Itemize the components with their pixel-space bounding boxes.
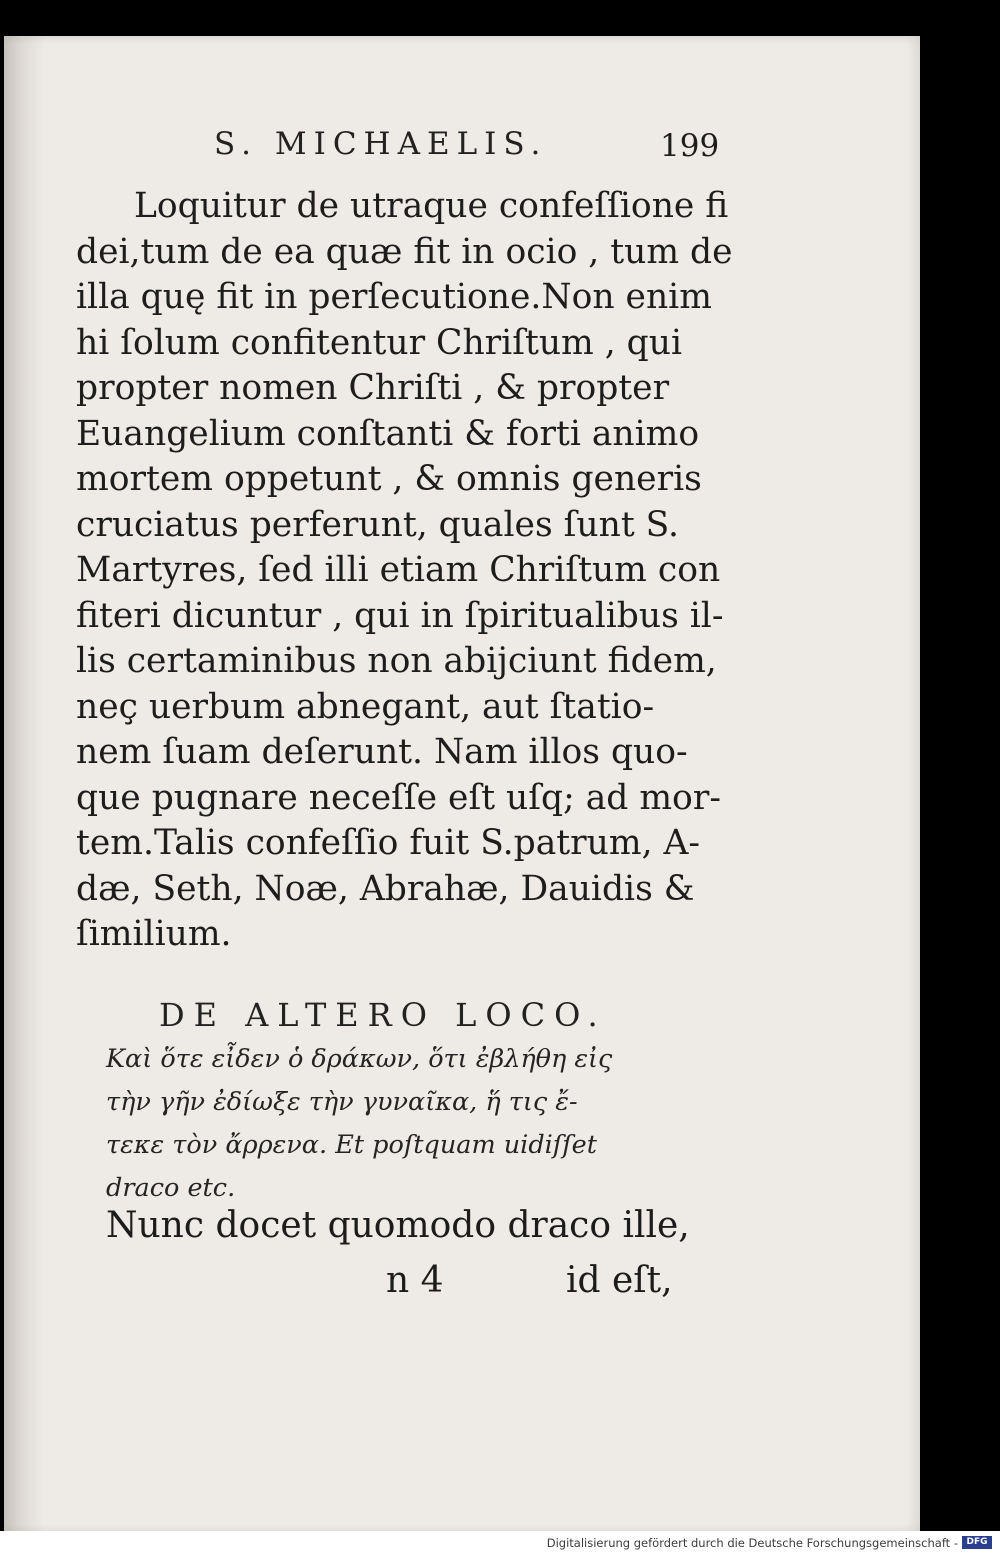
text-line: dei,tum de ea quæ fit in ocio , tum de [76,231,733,272]
quote-line: Καὶ ὅτε εἶδεν ὁ δράκων, ὅτι ἐβλήθη εἰς [106,1044,613,1074]
page-gutter-shadow [4,36,44,1533]
text-line: dæ, Seth, Noæ, Abrahæ, Dauidis & [76,868,695,909]
text-line: propter nomen Chriſti , & propter [76,368,670,408]
book-page [4,36,920,1533]
text-line: fiteri dicuntur , qui in ſpiritualibus il- [76,595,724,636]
text-line: illa quę fit in perſecutione.Non enim [76,277,712,317]
text-line: que pugnare neceſſe eſt uſq; ad mor- [76,777,721,818]
conclusion-line: Nunc docet quomodo draco ille, [106,1205,690,1246]
quote-line: τὴν γῆν ἐδίωξε τὴν γυναῖκα, ἥ τις ἔ- [106,1087,578,1117]
signature-mark: n 4 [386,1260,444,1301]
catchword: id eſt, [566,1260,673,1301]
footer-bar [0,1531,1000,1555]
quote-line: draco etc. [106,1173,236,1203]
funding-credit: Digitalisierung gefördert durch die Deutsche Forschungsgemeinschaft - [546,1536,958,1550]
text-line: nem ſuam deſerunt. Nam illos quo- [76,732,688,772]
text-line: hi ſolum confitentur Chriſtum , qui [76,322,683,363]
text-line: cruciatus perferunt, quales ſunt S. [76,504,680,545]
running-head: S. MICHAELIS. [214,126,548,162]
text-line: lis certaminibus non abijciunt fidem, [76,641,717,681]
text-line: neç uerbum abnegant, aut ſtatio- [76,686,655,727]
text-line: Euangelium conſtanti & forti animo [76,413,700,454]
dfg-logo: DFG [962,1536,992,1549]
page-number: 199 [660,128,720,164]
text-line: Loquitur de utraque confeſſione fi [134,186,729,226]
body-text [76,184,733,958]
section-heading: DE ALTERO LOCO. [159,996,607,1034]
page-header [4,126,920,166]
quote-line: τεκε τὸν ἄρρενα. Et poſtquam uidiſſet [106,1130,598,1160]
text-line: Martyres, ſed illi etiam Chriſtum con [76,550,721,590]
text-line: mortem oppetunt , & omnis generis [76,459,702,499]
greek-quotation [106,1038,666,1210]
text-line: ſimilium. [76,914,232,954]
text-line: tem.Talis confeſſio fuit S.patrum, A- [76,823,701,863]
